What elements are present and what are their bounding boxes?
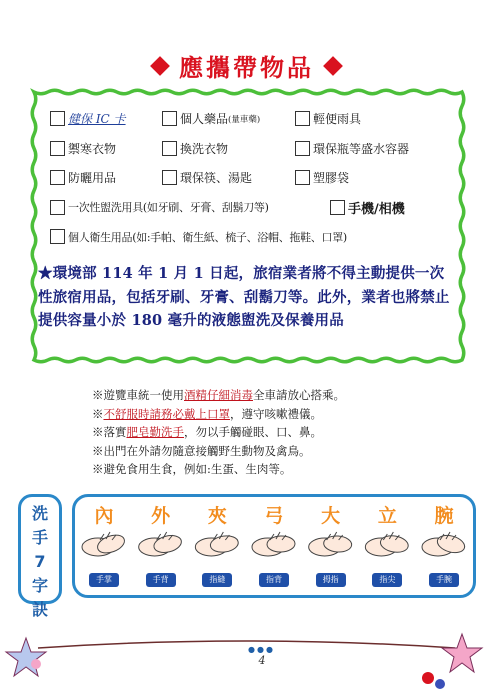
handwash-tag: 手背	[146, 573, 176, 587]
page-title: 應攜帶物品	[0, 48, 493, 83]
footer-arc	[38, 641, 455, 648]
handwash-tag: 指尖	[372, 573, 402, 587]
handwash-char: 大	[321, 505, 341, 527]
hand-icon	[252, 532, 295, 556]
right-star-icon	[442, 634, 482, 672]
footer-decoration	[0, 620, 493, 700]
checkbox[interactable]	[50, 229, 65, 244]
handwash-char: 弓	[264, 505, 284, 527]
checkbox[interactable]	[50, 200, 65, 215]
hand-icon	[82, 532, 127, 557]
tip-mask: ※不舒服時請務必戴上口罩，遵守咳嗽禮儀。	[92, 406, 322, 421]
hand-icon	[139, 532, 184, 556]
item-health-card[interactable]: 健保 IC 卡	[50, 110, 162, 127]
checklist-row	[50, 163, 440, 193]
checkbox[interactable]	[295, 141, 310, 156]
handwash-char: 外	[151, 505, 171, 527]
item-medicine[interactable]: 個人藥品 (量車藥)	[162, 110, 295, 127]
page-number: 4	[258, 654, 266, 667]
checkbox[interactable]	[50, 141, 65, 156]
handwash-char: 立	[377, 505, 397, 527]
item-warm-clothes[interactable]: 禦寒衣物	[50, 140, 162, 157]
handwash-tag: 手腕	[429, 573, 459, 587]
item-phone-camera[interactable]: 手機/相機	[330, 198, 405, 217]
checkbox[interactable]	[295, 170, 310, 185]
checklist	[50, 104, 440, 252]
checklist-row	[50, 104, 440, 134]
item-water-bottle[interactable]: 環保瓶等盛水容器	[295, 140, 409, 157]
tip-handwash: ※落實肥皂勤洗手，勿以手觸碰眼、口、鼻。	[92, 425, 322, 439]
hand-icon	[365, 532, 409, 556]
handwash-steps-panel	[72, 494, 476, 598]
handwash-tag: 拇指	[316, 573, 346, 587]
item-sunscreen[interactable]: 防曬用品	[50, 169, 162, 186]
right-diamond-icon	[323, 56, 343, 76]
tip-raw-food: ※避免食用生食，例如:生蛋、生肉等。	[92, 462, 292, 476]
handwash-tag: 手掌	[89, 573, 119, 587]
environment-notice: ★環境部 114 年 1 月 1 日起，旅宿業者將不得主動提供一次性旅宿用品，包括牙刷、牙膏、刮鬍刀等。此外，業者也將禁止提供容量小於 180 毫升的液態盥洗及保養用品	[38, 265, 450, 329]
hand-icon	[422, 532, 467, 556]
item-utensils[interactable]: 環保筷、湯匙	[162, 169, 295, 186]
left-dot-icon	[31, 659, 41, 669]
travel-tips	[92, 386, 452, 479]
checkbox[interactable]	[330, 200, 345, 215]
checklist-row	[50, 222, 440, 252]
handwash-char: 夾	[207, 505, 227, 527]
item-change-clothes[interactable]: 換洗衣物	[162, 140, 295, 157]
tip-disinfect: ※遊覽車統一使用酒精仔細消毒全車請放心搭乘。	[92, 388, 345, 402]
handwash-illustrations	[75, 525, 473, 567]
handwash-char: 內	[94, 505, 114, 527]
right-red-circle-icon	[422, 672, 434, 684]
checkbox[interactable]	[162, 111, 177, 126]
checkbox[interactable]	[50, 170, 65, 185]
left-star-icon	[6, 638, 46, 676]
checklist-row	[50, 193, 440, 223]
hand-icon	[309, 532, 353, 556]
handwash-label: 洗 手 7 字 訣	[18, 494, 62, 604]
handwash-char: 腕	[434, 505, 454, 527]
item-raingear[interactable]: 輕便雨具	[295, 110, 361, 127]
checkbox[interactable]	[162, 170, 177, 185]
right-blue-circle-icon	[435, 679, 445, 689]
item-personal-hygiene[interactable]: 個人衛生用品(如:手帕、衛生紙、梳子、浴帽、拖鞋、口罩)	[50, 229, 347, 245]
footer-dots: ●●●	[248, 645, 275, 654]
checkbox[interactable]	[50, 111, 65, 126]
checkbox[interactable]	[162, 141, 177, 156]
handwash-label-char: 訣	[31, 600, 48, 619]
tip-wildlife: ※出門在外請勿隨意接觸野生動物及禽鳥。	[92, 443, 311, 458]
item-toiletries[interactable]: 一次性盥洗用具(如牙刷、牙膏、刮鬍刀等)	[50, 199, 330, 215]
left-diamond-icon	[150, 56, 170, 76]
hand-icon	[195, 532, 239, 556]
handwash-tag: 指背	[259, 573, 289, 587]
handwash-tag: 指縫	[202, 573, 232, 587]
item-plastic-bag[interactable]: 塑膠袋	[295, 169, 349, 186]
checklist-row	[50, 134, 440, 164]
checkbox[interactable]	[295, 111, 310, 126]
